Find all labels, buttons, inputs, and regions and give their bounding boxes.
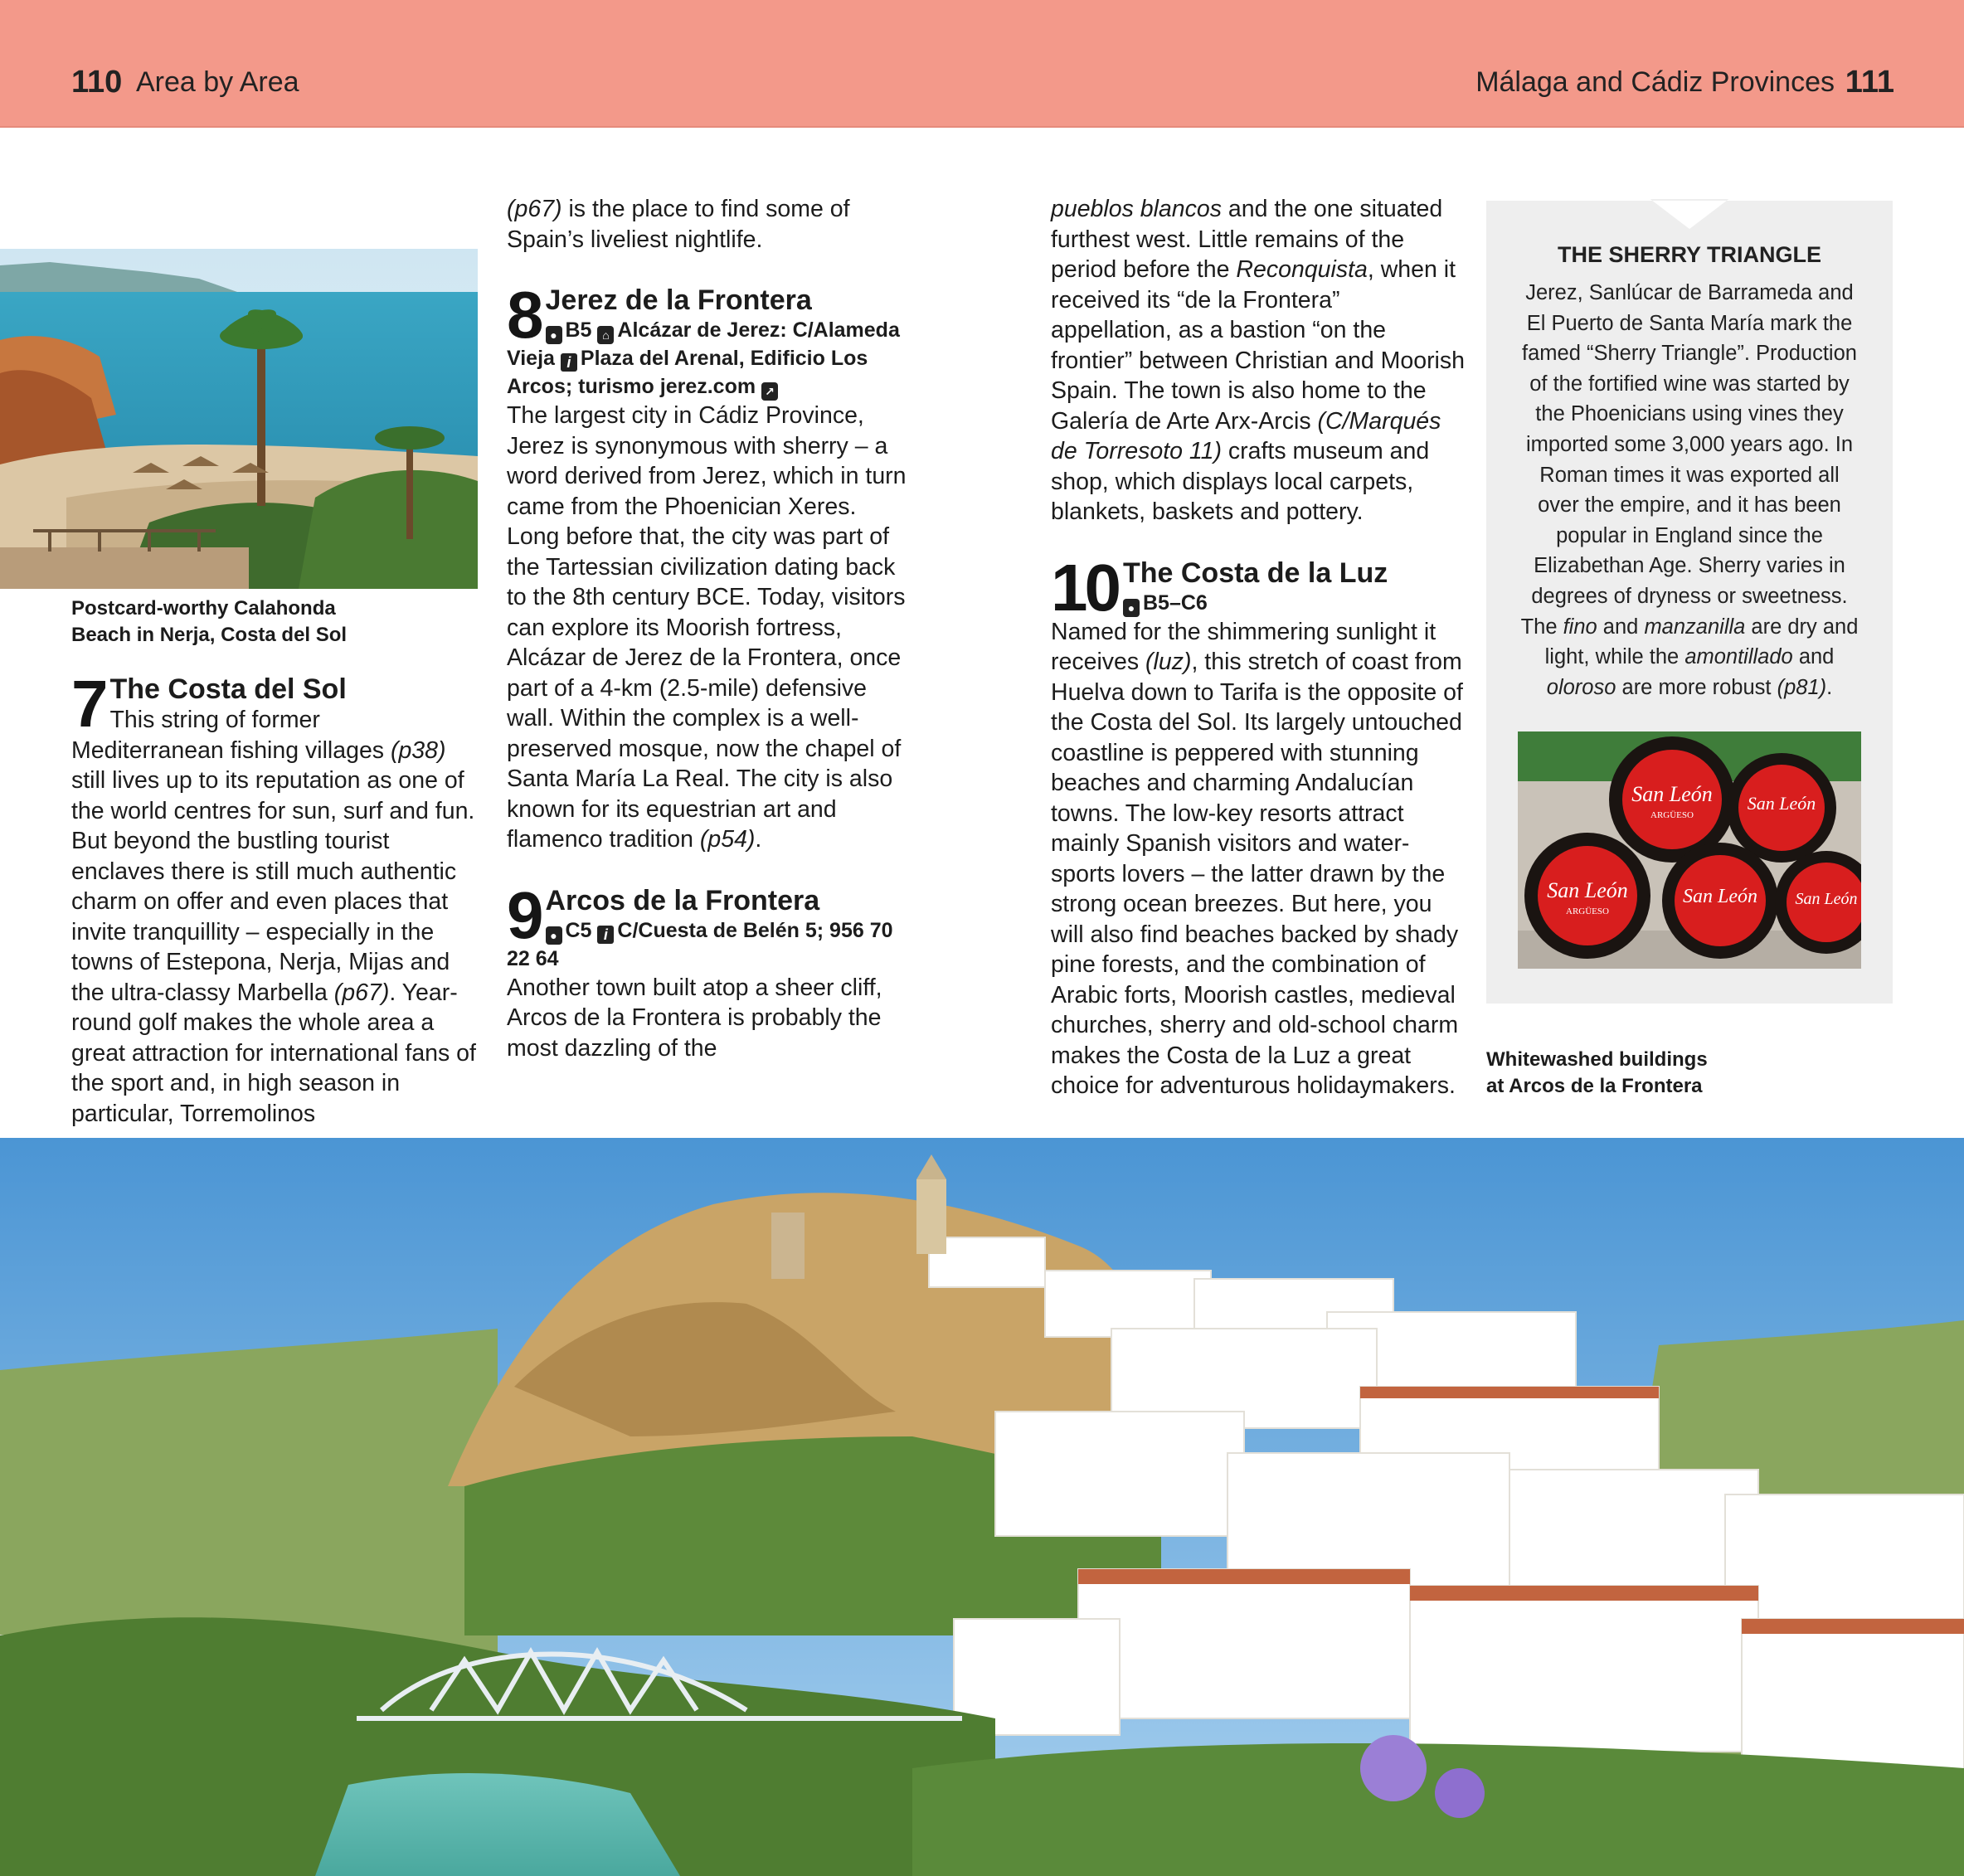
map-pin-icon: ● xyxy=(546,326,562,344)
entry-10 xyxy=(1051,550,1466,1101)
entry-9-body-continued: pueblos blancos and the one situated furthest west. Little remains of the period before the Reconquista, when it received its “de la Frontera” appellation, as a bastion “on the frontier” between Christian and Moorish Spain. The town is also home to the Galería de Arte Arx-Arcis (C/Marqués de Torresoto 11) crafts museum and shop, which displays local carpets, blankets, baskets and pottery. xyxy=(1051,196,1465,525)
entry-9-title: Arcos de la Frontera xyxy=(545,884,820,916)
page-header xyxy=(0,0,1964,128)
sidebar-notch xyxy=(1486,197,1893,231)
sherry-barrels-photo xyxy=(1518,731,1861,969)
barrel-label: San León xyxy=(1631,782,1713,806)
barrel-label: San León xyxy=(1795,890,1858,908)
arcos-panorama-photo xyxy=(0,1138,1964,1876)
info-icon: i xyxy=(561,353,577,372)
right-page-number: 111 xyxy=(1845,65,1894,100)
entry-10-body: Named for the shimmering sunlight it receives (luz), this stretch of coast from Huelva down to Tarifa is the opposite of the Costa del Sol. Its largely untouched coastline is peppered with stunning beaches and charming Andalucían towns. The low-key resorts attract mainly Spanish visitors and water-sports lovers – the latter drawn by the strong ocean breezes. But here, you will also find beaches backed by shady pine forests, and the combination of Arabic forts, Moorish castles, medieval churches, sherry and old-school charm makes the Costa de la Luz a great choice for adventurous holidaymakers. xyxy=(1051,618,1463,1099)
entry-10-meta: ● B5–C6 xyxy=(1051,589,1466,617)
info-icon: i xyxy=(597,926,614,944)
barrel-label: San León xyxy=(1547,878,1628,902)
map-pin-icon: ● xyxy=(546,926,562,945)
entry-8-body: The largest city in Cádiz Province, Jerez is synonymous with sherry – a word derived from Jerez, which in turn came from the Phoenician Xeres. Long before that, the city was part of the Tartessian civilization dating back to the 8th century BCE. Today, visitors can explore its Moorish fortress, Alcázar de Jerez de la Frontera, once part of a 4-km (2.5-mile) defensive wall. Within the complex is a well-preserved mosque, now the chapel of Santa María La Real. The city is also known for its equestrian art and flamenco tradition (p54). xyxy=(507,402,907,853)
entry-8-title: Jerez de la Frontera xyxy=(545,284,812,316)
sherry-barrels-illustration xyxy=(1518,731,1861,969)
left-running-title: Area by Area xyxy=(136,66,299,98)
entry-7-body-continued: (p67) is the place to find some of Spain’s liveliest nightlife. xyxy=(507,196,850,253)
barrel-sublabel: ARGÜESO xyxy=(1650,810,1694,820)
nerja-photo-caption: Postcard-worthy Calahonda Beach in Nerja, Costa del Sol xyxy=(71,597,348,646)
entry-7-title: The Costa del Sol xyxy=(109,673,347,705)
entry-7-body: This string of former Mediterranean fishing villages (p38) still lives up to its reputation as one of the world centres for sun, surf and fun. But beyond the bustling tourist enclaves there is still much authentic charm on offer and even places that invite tranquillity – especially in the towns of Estepona, Nerja, Mijas and the ultra-classy Marbella (p67). Year-round golf makes the whole area a great attraction for international fans of the sport and, in high season in particular, Torremolinos xyxy=(71,707,476,1127)
column-2 xyxy=(507,194,913,1063)
nerja-beach-photo xyxy=(0,249,478,589)
entry-9-number: 9 xyxy=(507,877,541,952)
barrel-label: San León xyxy=(1747,793,1816,814)
address-home-icon: ⌂ xyxy=(597,326,614,344)
map-pin-icon: ● xyxy=(1123,599,1140,617)
entry-8-meta: ● B5 ⌂ Alcázar de Jerez: C/Alameda Vieja i Plaza del Arenal, Edificio Los Arcos; turismo jerez.com ↗ xyxy=(507,316,913,401)
entry-7-number: 7 xyxy=(71,667,105,741)
sidebar-title: THE SHERRY TRIANGLE xyxy=(1557,242,1822,267)
right-running-title: Málaga and Cádiz Provinces xyxy=(1475,66,1835,98)
entry-8 xyxy=(507,278,913,855)
entry-9 xyxy=(507,877,913,1064)
arcos-panorama-illustration xyxy=(0,1138,1964,1876)
arcos-photo-caption: Whitewashed buildings at Arcos de la Frontera xyxy=(1486,1048,1708,1097)
entry-8-number: 8 xyxy=(507,278,541,352)
column-3 xyxy=(1051,194,1466,1101)
entry-9-body: Another town built atop a sheer cliff, Arcos de la Frontera is probably the most dazzling of the xyxy=(507,974,882,1062)
barrel-label: San León xyxy=(1683,886,1757,907)
website-link-icon: ↗ xyxy=(761,382,778,401)
entry-9-meta: ● C5 i C/Cuesta de Belén 5; 956 70 22 64 xyxy=(507,918,893,970)
column-1 xyxy=(71,667,478,1129)
sherry-triangle-sidebar xyxy=(1486,199,1893,1004)
left-page-number: 110 xyxy=(71,65,123,100)
nerja-beach-illustration xyxy=(0,249,478,589)
entry-10-number: 10 xyxy=(1051,550,1118,625)
entry-10-title: The Costa de la Luz xyxy=(1122,556,1388,589)
entry-7 xyxy=(71,667,478,1129)
barrel-sublabel: ARGÜESO xyxy=(1566,906,1609,916)
sidebar-body: Jerez, Sanlúcar de Barrameda and El Puerto de Santa María mark the famed “Sherry Triangle”. Production of the fortified wine was started by the Phoenicians using vines they imported some 3,000 years ago. In Roman times it was exported all over the empire, and it has been popular in England since the Elizabethan Age. Sherry varies in degrees of dryness or sweetness. The fino and manzanilla are dry and light, while the amontillado and oloroso are more robust (p81). xyxy=(1520,281,1859,699)
